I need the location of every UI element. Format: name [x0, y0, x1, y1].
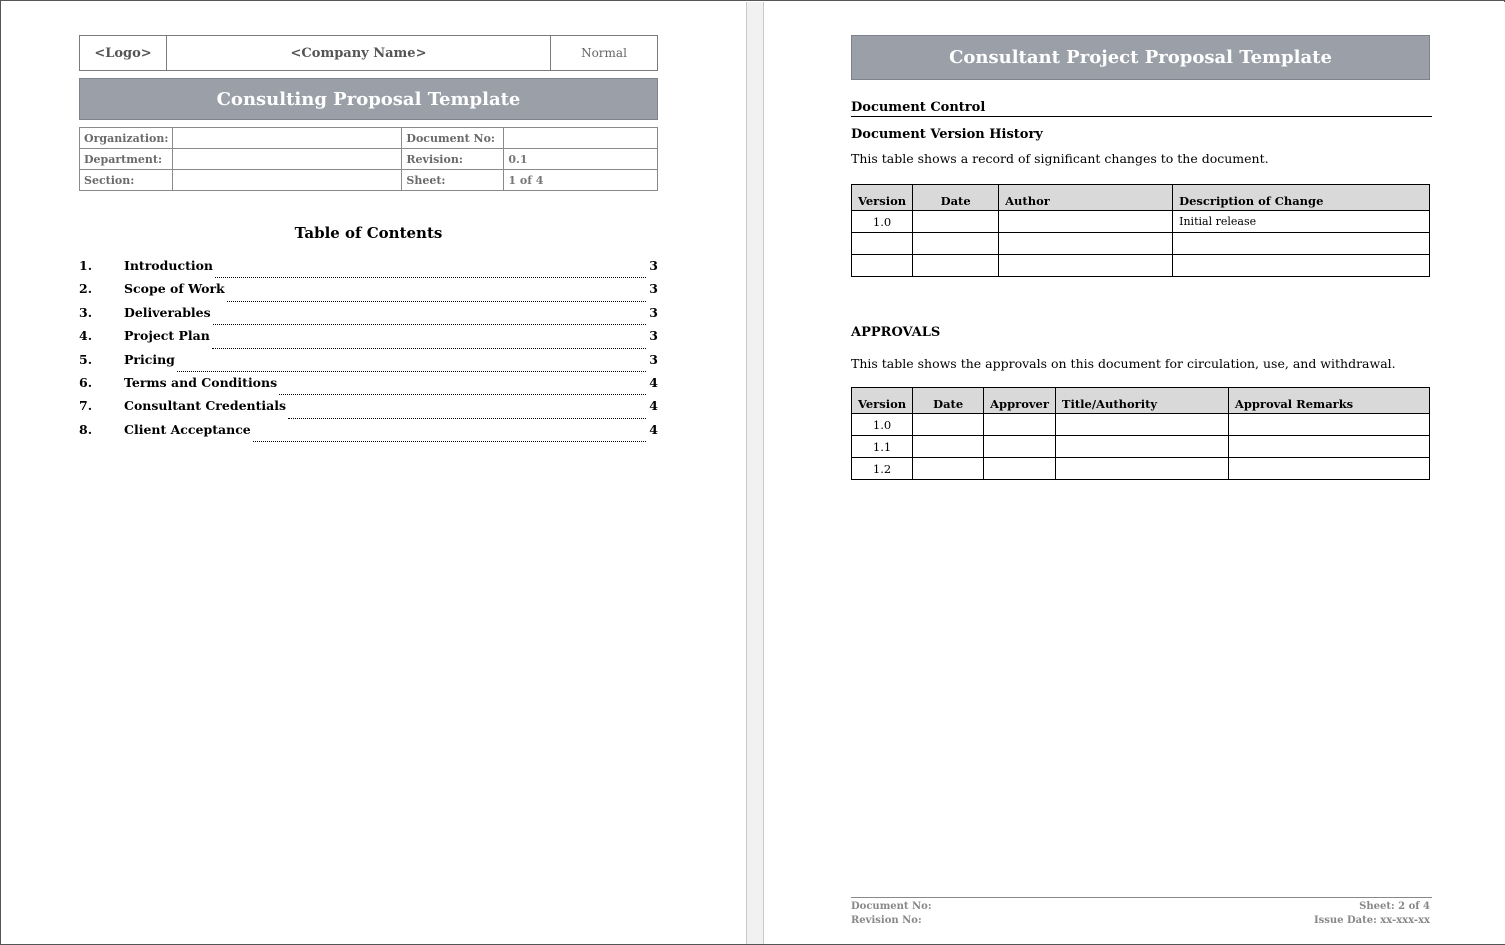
toc-page-number: 3 — [649, 351, 658, 367]
table-of-contents — [79, 258, 658, 445]
table-cell[interactable]: 1.1 — [852, 436, 913, 458]
meta-row — [80, 128, 658, 149]
table-cell[interactable]: Initial release — [1173, 211, 1430, 233]
table-cell[interactable] — [1055, 414, 1228, 436]
table-row — [852, 233, 1430, 255]
document-status: Normal — [581, 46, 627, 60]
table-cell[interactable] — [913, 458, 984, 480]
page-gutter — [746, 2, 764, 944]
column-header: Approver — [984, 388, 1056, 414]
meta-row — [80, 170, 658, 191]
footer-revision-no: Revision No: — [851, 915, 922, 926]
toc-page-number: 3 — [649, 304, 658, 320]
column-header: Author — [999, 185, 1173, 211]
toc-page-number: 3 — [649, 258, 658, 273]
toc-label: Pricing — [124, 351, 175, 367]
toc-item-client-acceptance[interactable] — [79, 422, 658, 445]
toc-label: Project Plan — [124, 328, 210, 344]
organization-label: Organization: — [80, 128, 173, 149]
toc-label: Terms and Conditions — [124, 374, 278, 390]
column-header: Date — [913, 388, 984, 414]
section-value[interactable] — [173, 170, 402, 191]
table-row — [852, 255, 1430, 277]
document-no-value[interactable] — [504, 128, 658, 149]
toc-item-consultant-credentials[interactable] — [79, 398, 658, 421]
version-history-description: This table shows a record of significant changes to the document. — [851, 151, 1269, 166]
toc-label: Client Acceptance — [124, 421, 251, 437]
page-1 — [2, 2, 746, 944]
table-row — [852, 414, 1430, 436]
version-history-heading: Document Version History — [851, 127, 1043, 142]
table-cell[interactable] — [984, 414, 1056, 436]
logo-placeholder: <Logo> — [80, 36, 167, 70]
toc-leader — [227, 301, 646, 302]
toc-page-number: 4 — [649, 398, 658, 414]
table-cell[interactable] — [1228, 436, 1429, 458]
toc-leader — [288, 418, 646, 419]
table-cell[interactable] — [1055, 436, 1228, 458]
toc-page-number: 3 — [649, 281, 658, 297]
approvals-heading: APPROVALS — [851, 325, 941, 340]
column-header: Date — [913, 185, 999, 211]
toc-item-deliverables[interactable] — [79, 305, 658, 328]
header-table — [79, 35, 658, 71]
toc-item-terms-and-conditions[interactable] — [79, 375, 658, 398]
toc-label: Scope of Work — [124, 281, 225, 297]
approvals-description: This table shows the approvals on this document for circulation, use, and withdrawal. — [851, 356, 1396, 371]
page-title: Consulting Proposal Template — [79, 78, 658, 120]
toc-label: Consultant Credentials — [124, 398, 287, 414]
footer-document-no: Document No: — [851, 901, 932, 912]
toc-page-number: 4 — [649, 374, 658, 390]
table-cell[interactable] — [913, 414, 984, 436]
organization-value[interactable] — [173, 128, 402, 149]
toc-number: 3. — [79, 304, 93, 320]
approvals-table — [851, 387, 1430, 480]
footer-divider — [851, 897, 1432, 898]
toc-number: 1. — [79, 258, 93, 273]
table-cell[interactable] — [1055, 458, 1228, 480]
department-value[interactable] — [173, 149, 402, 170]
table-cell[interactable] — [984, 436, 1056, 458]
document-no-label: Document No: — [402, 128, 504, 149]
toc-number: 7. — [79, 398, 93, 414]
table-cell[interactable] — [999, 255, 1173, 277]
table-cell[interactable] — [913, 233, 999, 255]
table-cell[interactable] — [852, 255, 913, 277]
version-history-table — [851, 184, 1430, 277]
section-label: Section: — [80, 170, 173, 191]
column-header: Version — [852, 185, 913, 211]
toc-label: Deliverables — [124, 304, 211, 320]
toc-number: 6. — [79, 374, 93, 390]
sheet-label: Sheet: — [402, 170, 504, 191]
meta-row — [80, 149, 658, 170]
toc-item-project-plan[interactable] — [79, 328, 658, 351]
toc-label: Introduction — [124, 258, 214, 273]
table-cell[interactable] — [1173, 233, 1430, 255]
department-label: Department: — [80, 149, 173, 170]
table-row — [852, 211, 1430, 233]
table-cell[interactable] — [1228, 414, 1429, 436]
toc-item-scope-of-work[interactable] — [79, 281, 658, 304]
page-title: Consultant Project Proposal Template — [851, 35, 1430, 80]
table-cell[interactable] — [984, 458, 1056, 480]
table-cell[interactable]: 1.0 — [852, 211, 913, 233]
toc-leader — [279, 394, 646, 395]
footer-sheet: Sheet: 2 of 4 — [1359, 901, 1430, 912]
toc-number: 2. — [79, 281, 93, 297]
footer-issue-date: Issue Date: xx-xxx-xx — [1313, 915, 1430, 926]
table-header-row — [852, 388, 1430, 414]
table-cell[interactable] — [913, 255, 999, 277]
table-cell[interactable] — [1173, 255, 1430, 277]
table-cell[interactable] — [913, 211, 999, 233]
toc-number: 8. — [79, 421, 93, 437]
toc-item-introduction[interactable] — [79, 258, 658, 281]
toc-page-number: 4 — [649, 421, 658, 437]
table-row — [852, 458, 1430, 480]
toc-leader — [253, 441, 646, 442]
toc-leader — [212, 348, 646, 349]
column-header: Description of Change — [1173, 185, 1430, 211]
page-2 — [764, 2, 1505, 944]
toc-page-number: 3 — [649, 328, 658, 344]
toc-number: 5. — [79, 351, 93, 367]
table-cell[interactable]: 1.2 — [852, 458, 913, 480]
table-cell[interactable] — [999, 233, 1173, 255]
revision-value[interactable]: 0.1 — [504, 149, 658, 170]
column-header: Version — [852, 388, 913, 414]
toc-leader — [177, 371, 646, 372]
document-control-heading: Document Control — [851, 100, 1432, 117]
table-header-row — [852, 185, 1430, 211]
sheet-value[interactable]: 1 of 4 — [504, 170, 658, 191]
toc-number: 4. — [79, 328, 93, 344]
table-cell[interactable]: 1.0 — [852, 414, 913, 436]
column-header: Title/Authority — [1055, 388, 1228, 414]
column-header: Approval Remarks — [1228, 388, 1429, 414]
toc-leader — [213, 324, 646, 325]
table-cell[interactable] — [999, 211, 1173, 233]
table-cell[interactable] — [1228, 458, 1429, 480]
company-name: <Company Name> — [167, 36, 551, 70]
table-cell[interactable] — [913, 436, 984, 458]
toc-title: Table of Contents — [294, 224, 443, 242]
toc-item-pricing[interactable] — [79, 352, 658, 375]
document-meta-table — [79, 127, 658, 191]
table-row — [852, 436, 1430, 458]
toc-leader — [215, 277, 646, 278]
table-cell[interactable] — [852, 233, 913, 255]
revision-label: Revision: — [402, 149, 504, 170]
